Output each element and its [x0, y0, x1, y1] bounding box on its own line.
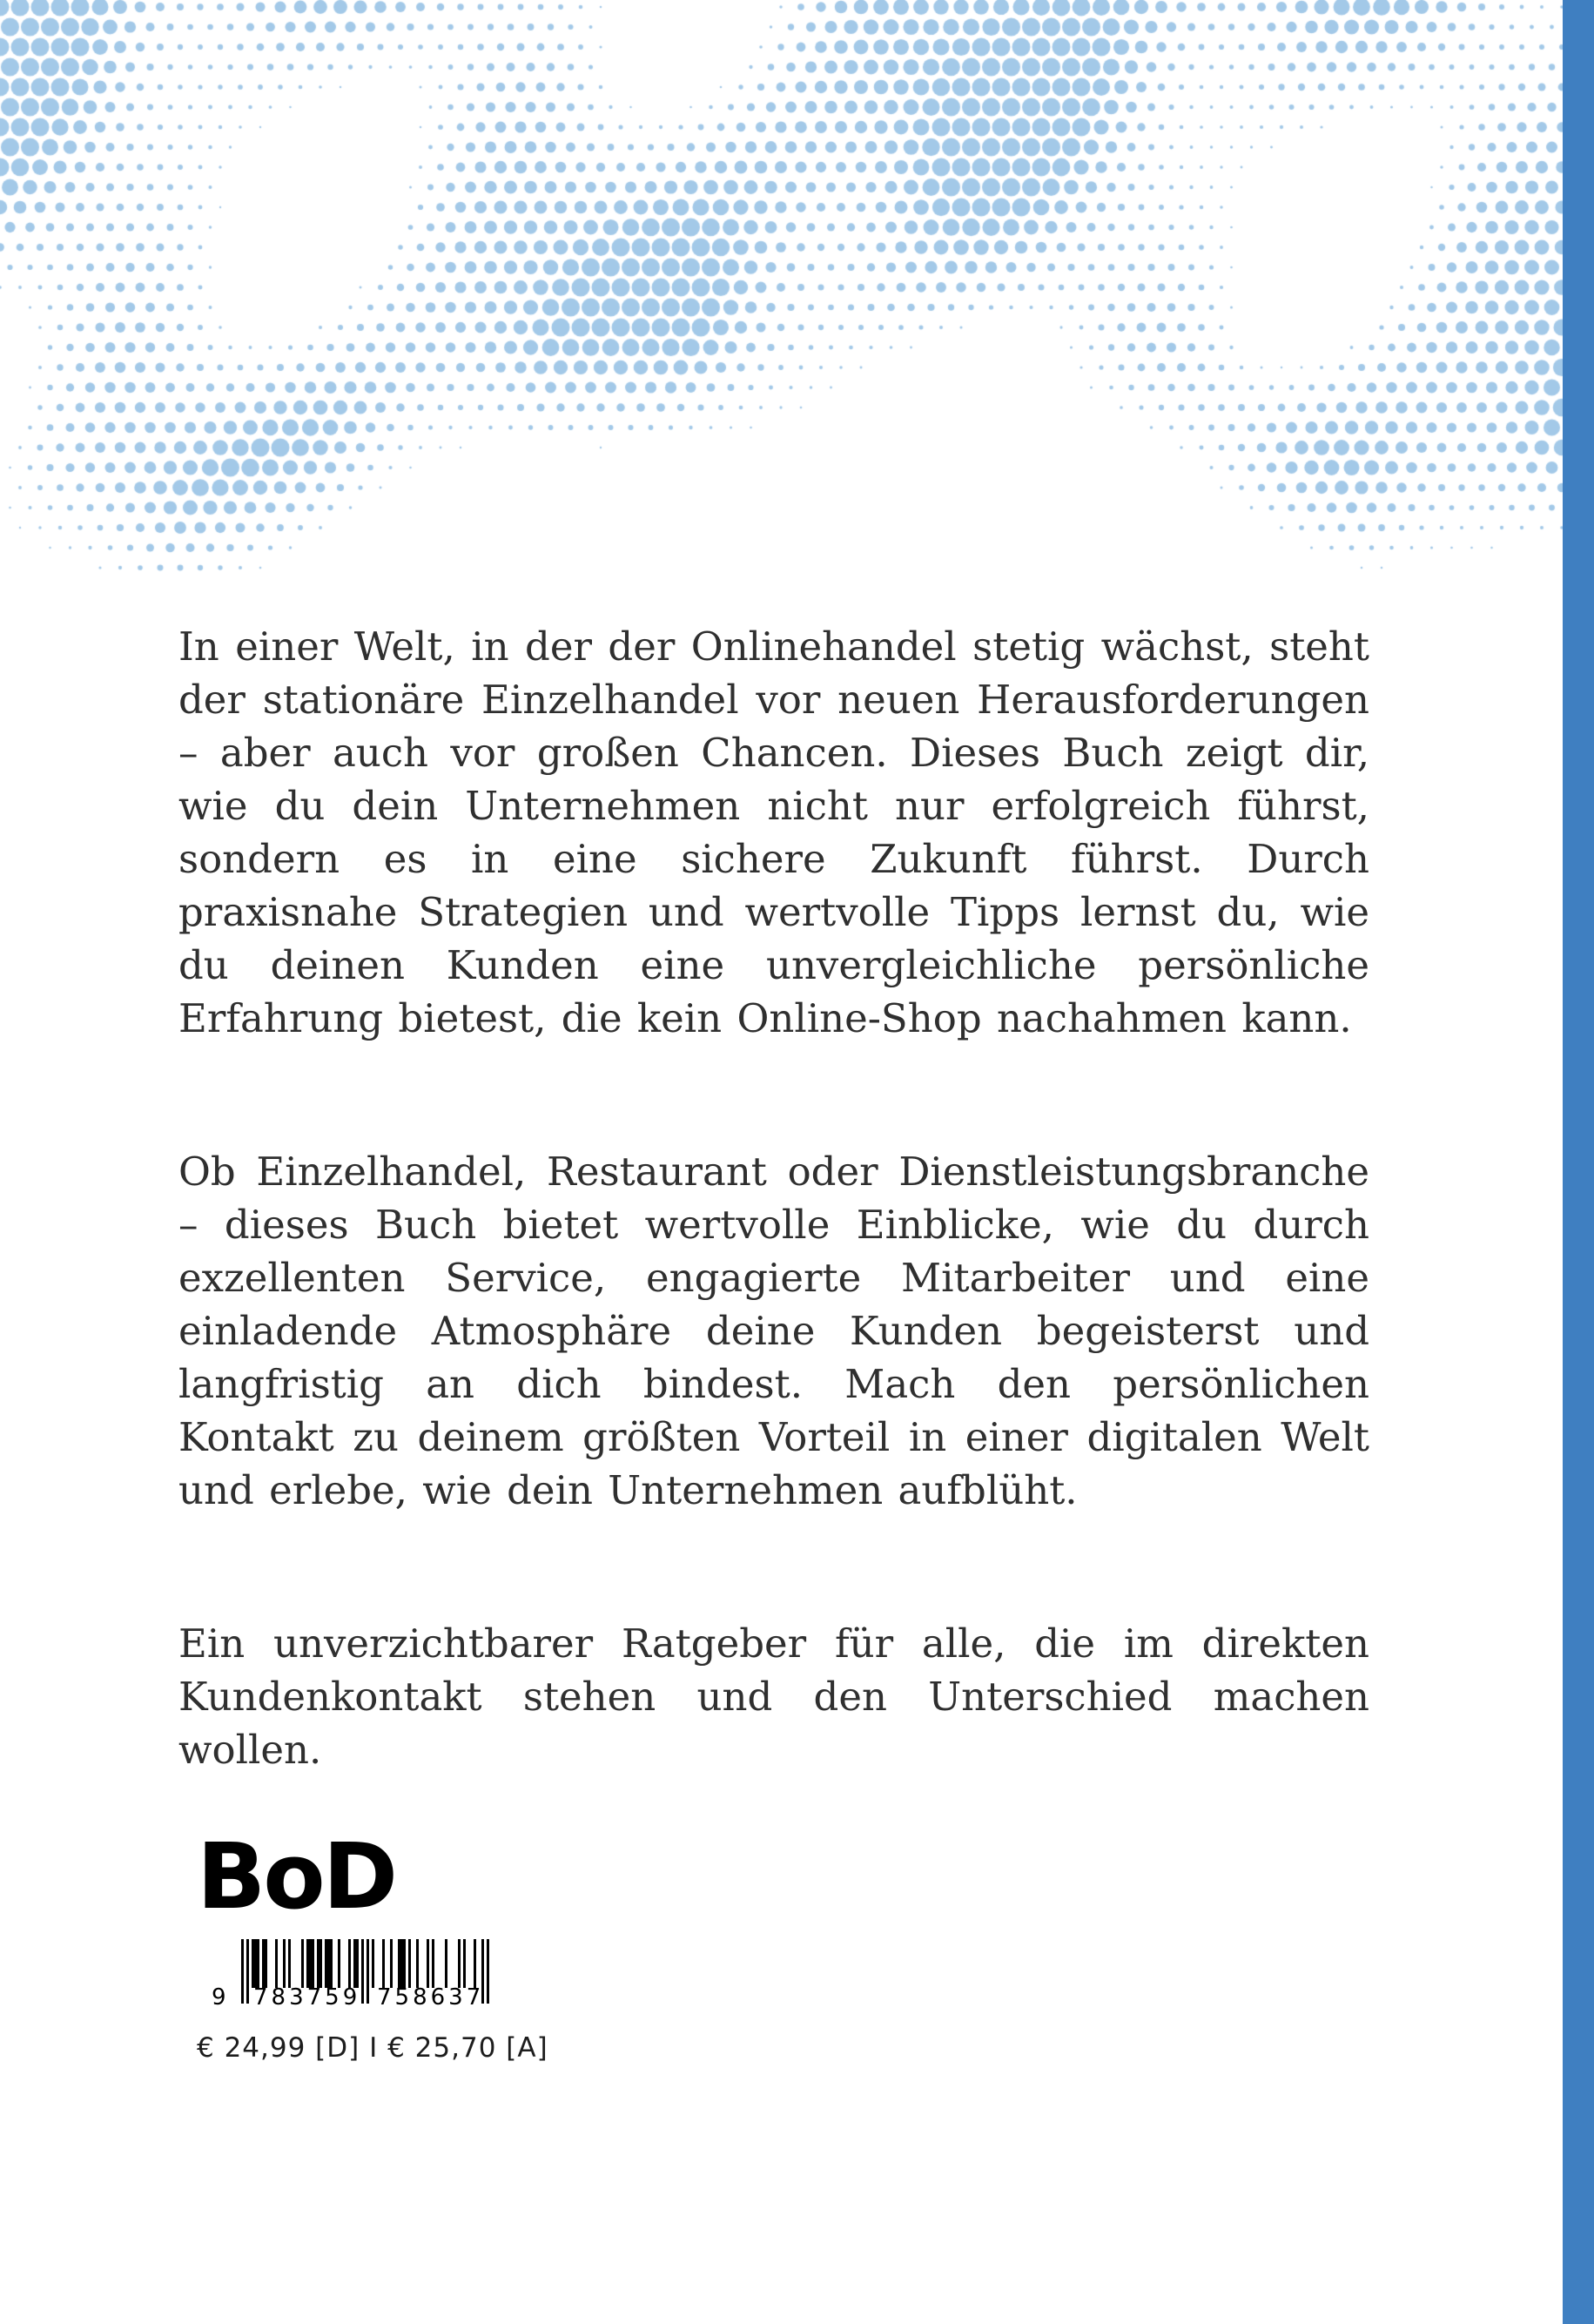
barcode-bar	[403, 1939, 406, 1988]
barcode-leading-digit: 9	[212, 1984, 226, 2011]
barcode-digit-group-2: 758637	[377, 1984, 485, 2011]
barcode-bar	[432, 1939, 434, 1988]
barcode-bar	[301, 1939, 304, 1988]
isbn-barcode	[212, 1939, 489, 2030]
halftone-dot-pattern	[0, 0, 1594, 575]
barcode-bar	[265, 1939, 267, 1988]
barcode-bar	[408, 1939, 411, 1988]
barcode-bar	[416, 1939, 419, 1988]
barcode-bar	[474, 1939, 476, 1988]
barcode-bar	[319, 1939, 322, 1988]
barcode-bar	[458, 1939, 461, 1988]
blurb-paragraph-3: Ein unverzichtbarer Ratgeber für alle, die im direkten Kundenkontakt stehen und den Unterschied machen wollen.	[178, 1620, 1369, 1773]
barcode-bar	[463, 1939, 466, 1988]
barcode-bar	[390, 1939, 393, 1988]
barcode-bar	[275, 1939, 278, 1988]
barcode-bar	[330, 1939, 333, 1988]
bod-publisher-logo: BoD	[197, 1823, 396, 1930]
blurb-text-block	[178, 620, 1369, 1776]
barcode-bar	[372, 1939, 374, 1988]
barcode-bar	[283, 1939, 286, 1988]
edge-stripe	[1563, 0, 1594, 2324]
barcode-bar	[288, 1939, 291, 1988]
barcode-bar	[348, 1939, 351, 1988]
barcode-digits	[212, 1983, 489, 2014]
barcode-bar	[312, 1939, 314, 1988]
blurb-paragraph-1: In einer Welt, in der der Onlinehandel stetig wächst, steht der stationäre Einzelhandel vor neuen Herausforderungen – aber auch vor großen Chancen. Dieses Buch zeigt dir, wie du dein Unternehmen nicht nur erfolgreich führst, sondern es in eine sichere Zukunft führst. Durch praxisnahe Strategien und wertvolle Tipps lernst du, wie du deinen Kunden eine unvergleichliche persönliche Erfahrung bietest, die kein Online-Shop nachahmen kann.	[178, 623, 1369, 1041]
barcode-bar	[257, 1939, 259, 1988]
barcode-bar	[427, 1939, 429, 1988]
barcode-digit-group-1: 783759	[253, 1984, 361, 2011]
barcode-bar	[445, 1939, 447, 1988]
barcode-bar	[356, 1939, 359, 1988]
barcode-bar	[382, 1939, 385, 1988]
price-line: € 24,99 [D] I € 25,70 [A]	[197, 2032, 548, 2064]
blurb-paragraph-2: Ob Einzelhandel, Restaurant oder Dienstleistungsbranche – dieses Buch bietet wertvolle Einblicke, wie du durch exzellenten Service, engagierte Mitarbeiter und eine einladende Atmosphäre deine Kunden begeisterst und langfristig an dich bindest. Mach den persönlichen Kontakt zu deinem größten Vorteil in einer digitalen Welt und erlebe, wie dein Unternehmen aufblüht.	[178, 1149, 1369, 1513]
barcode-bar	[338, 1939, 340, 1988]
